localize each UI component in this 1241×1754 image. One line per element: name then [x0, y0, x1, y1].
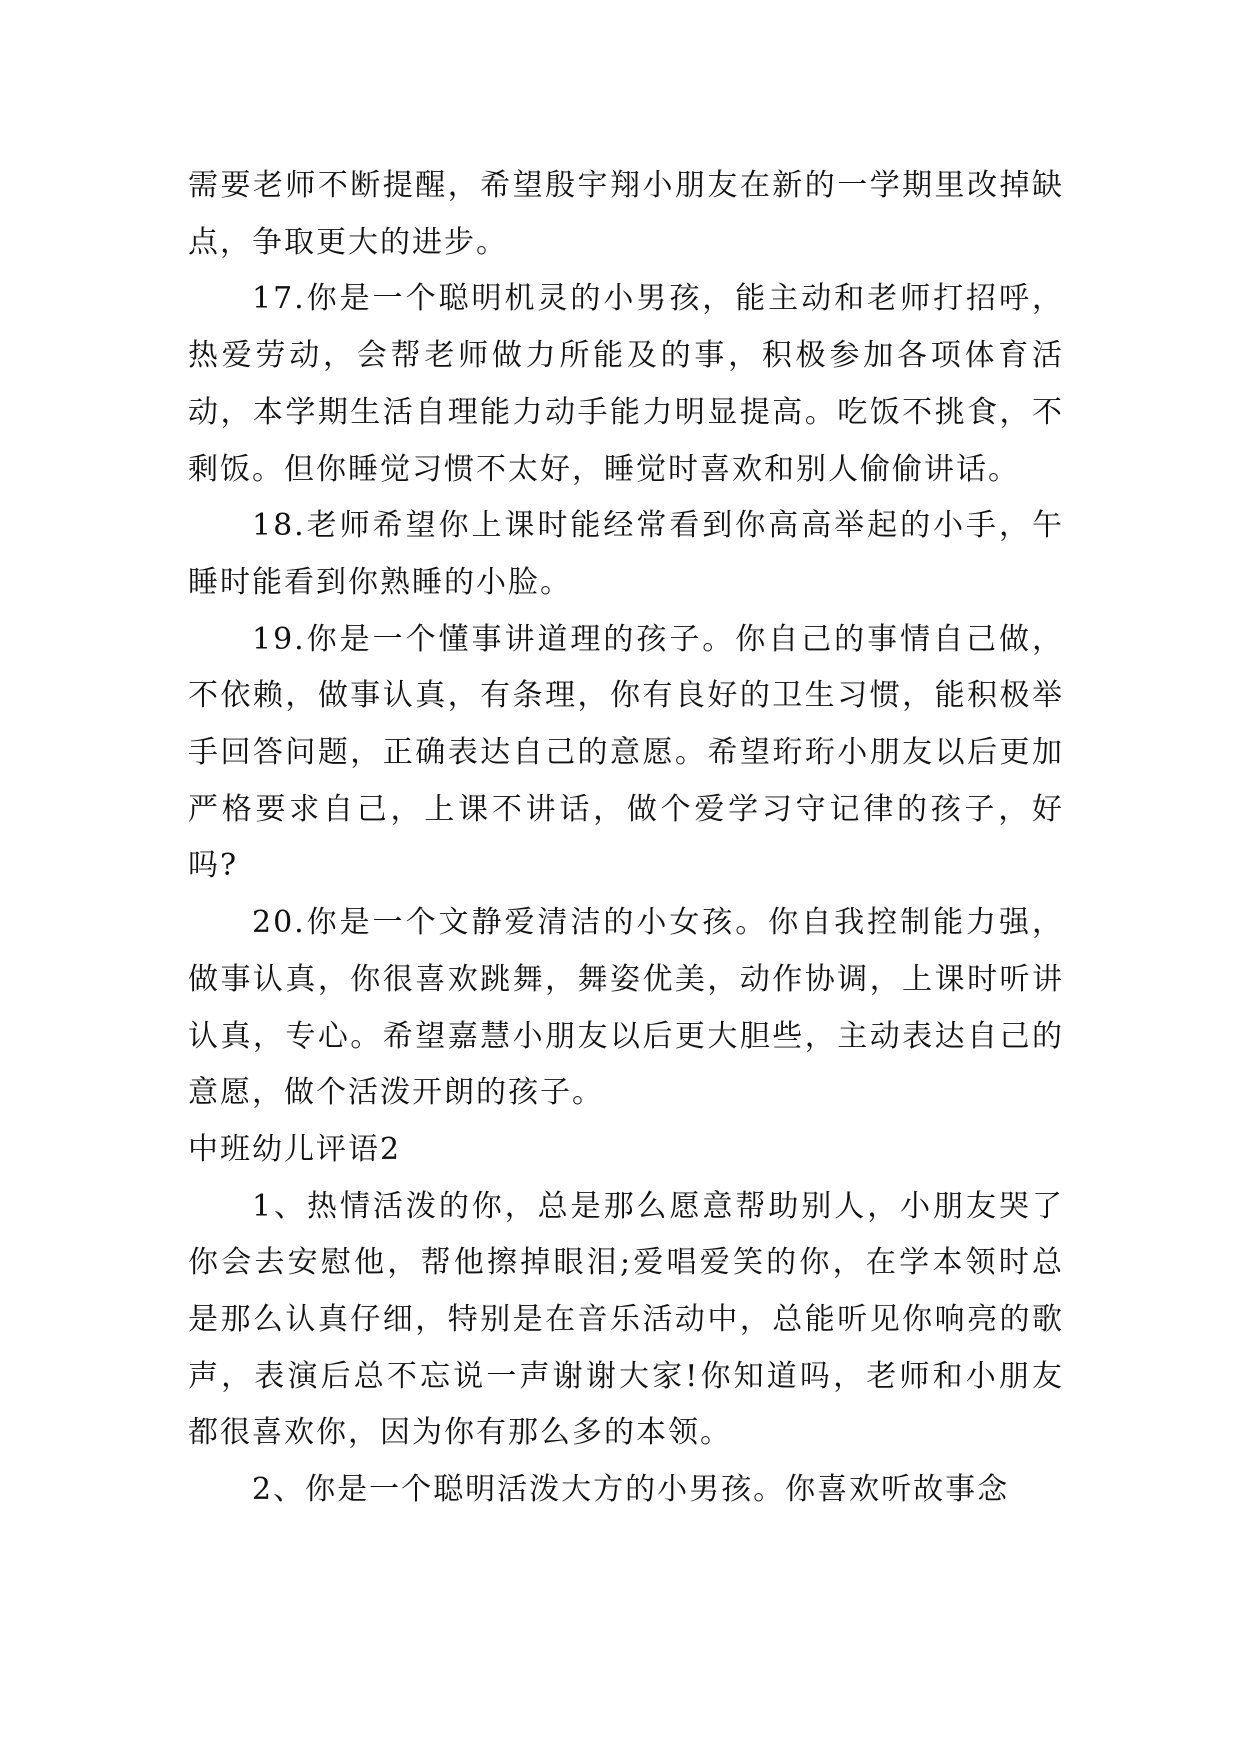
- paragraph-item-19: 19.你是一个懂事讲道理的孩子。你自己的事情自己做，不依赖，做事认真，有条理，你有良好的卫生习惯，能积极举手回答问题，正确表达自己的意愿。希望珩珩小朋友以后更加严格要求自己，上课不讲话，做个爱学习守记律的孩子，好吗?: [188, 621, 1064, 884]
- paragraph-item-2: 2、你是一个聪明活泼大方的小男孩。你喜欢听故事念: [252, 1472, 1010, 1508]
- paragraph-item-17: 17.你是一个聪明机灵的小男孩，能主动和老师打招呼，热爱劳动，会帮老师做力所能及的事，积极参加各项体育活动，本学期生活自理能力动手能力明显提高。吃饭不挑食，不剩饭。但你睡觉习惯不太好，睡觉时喜欢和别人偷偷讲话。: [188, 281, 1064, 487]
- section-heading: 中班幼儿评语2: [188, 1131, 402, 1167]
- document-page: [188, 158, 1064, 1519]
- paragraph-item-20: 20.你是一个文静爱清洁的小女孩。你自我控制能力强，做事认真，你很喜欢跳舞，舞姿优美，动作协调，上课时听讲认真，专心。希望嘉慧小朋友以后更大胆些，主动表达自己的意愿，做个活泼开朗的孩子。: [188, 905, 1064, 1111]
- paragraph-item-1: 1、热情活泼的你，总是那么愿意帮助别人，小朋友哭了你会去安慰他，帮他擦掉眼泪;爱唱爱笑的你，在学本领时总是那么认真仔细，特别是在音乐活动中，总能听见你响亮的歌声，表演后总不忘说一声谢谢大家!你知道吗，老师和小朋友都很喜欢你，因为你有那么多的本领。: [188, 1188, 1064, 1451]
- paragraph-item-18: 18.老师希望你上课时能经常看到你高高举起的小手，午睡时能看到你熟睡的小脸。: [188, 508, 1064, 600]
- paragraph-continuation: 需要老师不断提醒，希望殷宇翔小朋友在新的一学期里改掉缺点，争取更大的进步。: [188, 168, 1064, 260]
